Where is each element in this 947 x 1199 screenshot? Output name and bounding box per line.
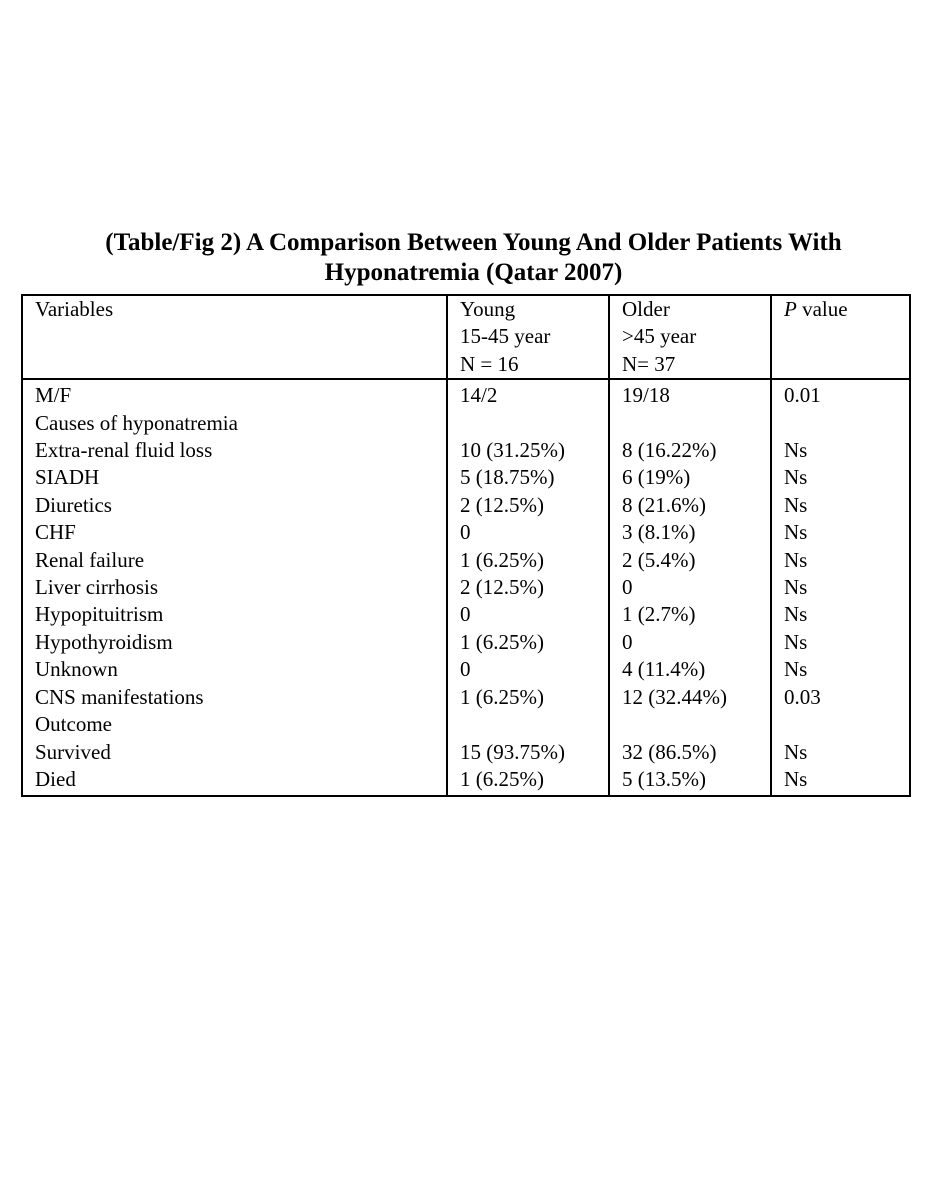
cell-young: 2 (12.5%) [447,574,609,601]
header-young-line: 15-45 year [460,324,551,349]
table-row [22,739,910,766]
table-row [22,437,910,464]
cell-p-value [771,410,910,437]
header-older [609,295,771,379]
row-label: Hypothyroidism [35,629,173,654]
cell-p-value: Ns [771,437,910,464]
table-row [22,601,910,628]
row-label: Liver cirrhosis [35,575,159,600]
row-label: Survived [35,739,111,764]
table-title-line-2: Hyponatremia (Qatar 2007) [324,259,623,286]
table-title [0,228,947,288]
cell-older: 4 (11.4%) [609,656,771,683]
table-row [22,519,910,546]
cell-older [609,711,771,738]
table-title-line-1: (Table/Fig 2) A Comparison Between Young And Older Patients With [105,229,842,256]
cell-p-value: Ns [771,464,910,491]
cell-young: 0 [447,656,609,683]
cell-older [609,410,771,437]
cell-p-value [771,711,910,738]
cell-older: 0 [609,629,771,656]
cell-p-value: Ns [771,739,910,766]
row-label: CNS manifestations [35,684,204,709]
cell-young: 1 (6.25%) [447,547,609,574]
table-row [22,711,910,738]
cell-older: 6 (19%) [609,464,771,491]
cell-young: 1 (6.25%) [447,766,609,796]
table-row [22,629,910,656]
header-young-line: Young [460,297,516,321]
table-body [22,379,910,796]
header-older-line: >45 year [622,324,697,349]
header-young-line: N = 16 [460,351,519,376]
cell-older: 0 [609,574,771,601]
table-row [22,379,910,409]
table-row [22,492,910,519]
cell-p-value: 0.03 [771,684,910,711]
row-label: Unknown [35,657,118,682]
cell-young: 0 [447,601,609,628]
cell-p-value: Ns [771,574,910,601]
row-label: Outcome [35,712,112,737]
cell-p-value: Ns [771,547,910,574]
row-label: Causes of hyponatremia [35,410,238,435]
cell-young [447,410,609,437]
cell-older: 2 (5.4%) [609,547,771,574]
cell-p-value: 0.01 [771,379,910,409]
cell-young: 2 (12.5%) [447,492,609,519]
row-label: SIADH [35,465,100,490]
header-row [22,295,910,379]
row-label: Extra-renal fluid loss [35,438,213,463]
header-variables [22,295,447,379]
row-label: M/F [35,383,72,408]
header-p-italic: P [784,297,797,321]
table-row [22,574,910,601]
row-label: Renal failure [35,547,145,572]
cell-older: 19/18 [609,379,771,409]
cell-p-value: Ns [771,766,910,796]
cell-young: 5 (18.75%) [447,464,609,491]
cell-young: 14/2 [447,379,609,409]
cell-p-value: Ns [771,492,910,519]
cell-older: 8 (16.22%) [609,437,771,464]
table-row [22,656,910,683]
row-label: Died [35,766,76,791]
table-row [22,464,910,491]
header-older-line: Older [622,297,670,321]
cell-young: 0 [447,519,609,546]
cell-p-value: Ns [771,629,910,656]
table-row [22,684,910,711]
cell-older: 5 (13.5%) [609,766,771,796]
cell-p-value: Ns [771,601,910,628]
cell-young: 1 (6.25%) [447,684,609,711]
cell-p-value: Ns [771,519,910,546]
table-row [22,547,910,574]
cell-older: 8 (21.6%) [609,492,771,519]
cell-older: 1 (2.7%) [609,601,771,628]
cell-young: 15 (93.75%) [447,739,609,766]
cell-young [447,711,609,738]
cell-older: 12 (32.44%) [609,684,771,711]
cell-young: 1 (6.25%) [447,629,609,656]
header-p-rest: value [796,297,848,321]
cell-p-value: Ns [771,656,910,683]
comparison-table [21,294,911,797]
cell-older: 32 (86.5%) [609,739,771,766]
header-p-value [771,295,910,379]
header-variables-label: Variables [35,297,114,321]
row-label: CHF [35,520,76,545]
row-label: Diuretics [35,492,112,517]
cell-young: 10 (31.25%) [447,437,609,464]
table-row [22,410,910,437]
header-older-line: N= 37 [622,351,676,376]
table-row [22,766,910,796]
cell-older: 3 (8.1%) [609,519,771,546]
header-young [447,295,609,379]
row-label: Hypopituitrism [35,602,164,627]
